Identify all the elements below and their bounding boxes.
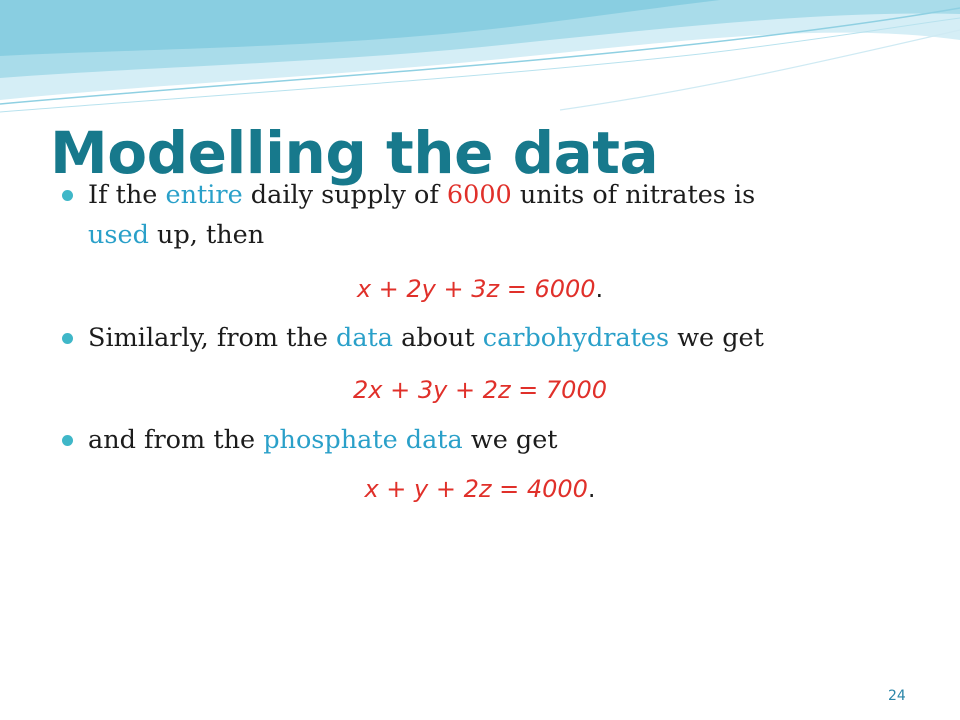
text-segment: up, then: [148, 220, 265, 250]
text-segment: If the: [88, 180, 166, 210]
highlight-entire: entire: [165, 180, 243, 210]
equation-nitrates: [0, 269, 960, 309]
equation-terminator: .: [595, 275, 604, 303]
highlight-used: used: [88, 220, 149, 250]
bullet-dot: [62, 333, 73, 344]
text-segment: and from the: [88, 425, 264, 455]
bullet-nitrates: [88, 175, 888, 255]
bullet-dot: [62, 435, 73, 446]
equation-carbohydrates: [0, 370, 960, 410]
header-wave-decoration: [0, 0, 960, 130]
equation-expression: x + y + 2z = 4000: [364, 475, 588, 503]
text-segment: we get: [462, 425, 558, 455]
bullet-carbohydrates: [88, 318, 888, 358]
slide-title: Modelling the data: [50, 119, 659, 187]
highlight-6000: 6000: [446, 180, 512, 210]
equation-terminator: .: [587, 475, 596, 503]
slide-number: 24: [888, 688, 906, 704]
text-segment: we get: [669, 323, 764, 353]
highlight-data: data: [336, 323, 394, 353]
text-segment: units of nitrates is: [511, 180, 756, 210]
text-segment: about: [393, 323, 483, 353]
highlight-phosphate-data: phosphate data: [263, 425, 463, 455]
equation-expression: x + 2y + 3z = 6000: [356, 275, 596, 303]
text-segment: Similarly, from the: [88, 323, 337, 353]
equation-expression: 2x + 3y + 2z = 7000: [353, 376, 607, 404]
bullet-phosphate: [88, 420, 888, 460]
highlight-carbohydrates: carbohydrates: [482, 323, 670, 353]
bullet-dot: [62, 190, 73, 201]
text-segment: daily supply of: [242, 180, 447, 210]
equation-phosphate: [0, 469, 960, 509]
